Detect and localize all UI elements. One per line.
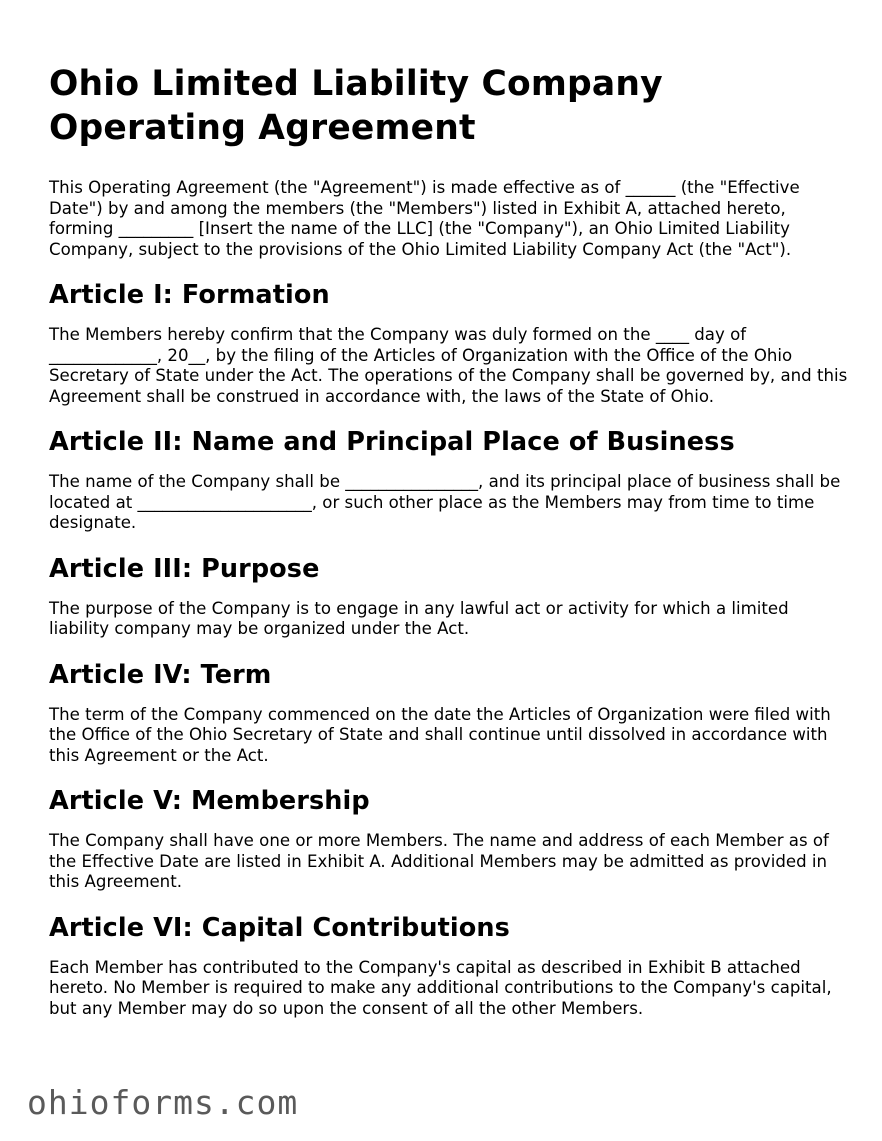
article-1-body: The Members hereby confirm that the Company was duly formed on the ____ day of _____________, 20__, by the filing of the Articles of Organization with the Office of the Ohio Secretary of State under the Act. The operations of the Company shall be governed by, and this Agreement shall be construed in accordance with, the laws of the State of Ohio. <box>49 325 848 406</box>
document-page <box>49 62 849 1038</box>
article-4-heading: Article IV: Term <box>49 659 272 690</box>
article-2-body: The name of the Company shall be ________________, and its principal place of business shall be located at _____________________, or such other place as the Members may from time to time designate. <box>49 472 841 532</box>
article-6-heading: Article VI: Capital Contributions <box>49 912 510 943</box>
article-1-heading: Article I: Formation <box>49 280 330 310</box>
article-5-body: The Company shall have one or more Members. The name and address of each Member as of the Effective Date are listed in Exhibit A. Additional Members may be admitted as provided in this Agreement. <box>49 831 829 891</box>
article-4-body: The term of the Company commenced on the date the Articles of Organization were filed with the Office of the Ohio Secretary of State and shall continue until dissolved in accordance with this Agreement or the Act. <box>49 704 831 765</box>
document-title: Ohio Limited Liability Company Operating Agreement <box>49 64 663 148</box>
intro-paragraph: This Operating Agreement (the "Agreement") is made effective as of ______ (the "Effective Date") by and among the members (the "Members") listed in Exhibit A, attached hereto, forming _________ [Insert the name of the LLC] (the "Company"), an Ohio Limited Liability Company, subject to the provisions of the Ohio Limited Liability Company Act (the "Act"). <box>49 178 800 259</box>
article-5-heading: Article V: Membership <box>49 786 370 816</box>
site-watermark: ohioforms.com <box>27 1083 299 1122</box>
article-6-body: Each Member has contributed to the Company's capital as described in Exhibit B attached hereto. No Member is required to make any additional contributions to the Company's capital, but any Member may do so upon the consent of all the other Members. <box>49 957 832 1018</box>
article-3-body: The purpose of the Company is to engage in any lawful act or activity for which a limited liability company may be organized under the Act. <box>49 598 789 638</box>
article-3-heading: Article III: Purpose <box>49 553 320 584</box>
article-2-heading: Article II: Name and Principal Place of Business <box>49 427 735 457</box>
